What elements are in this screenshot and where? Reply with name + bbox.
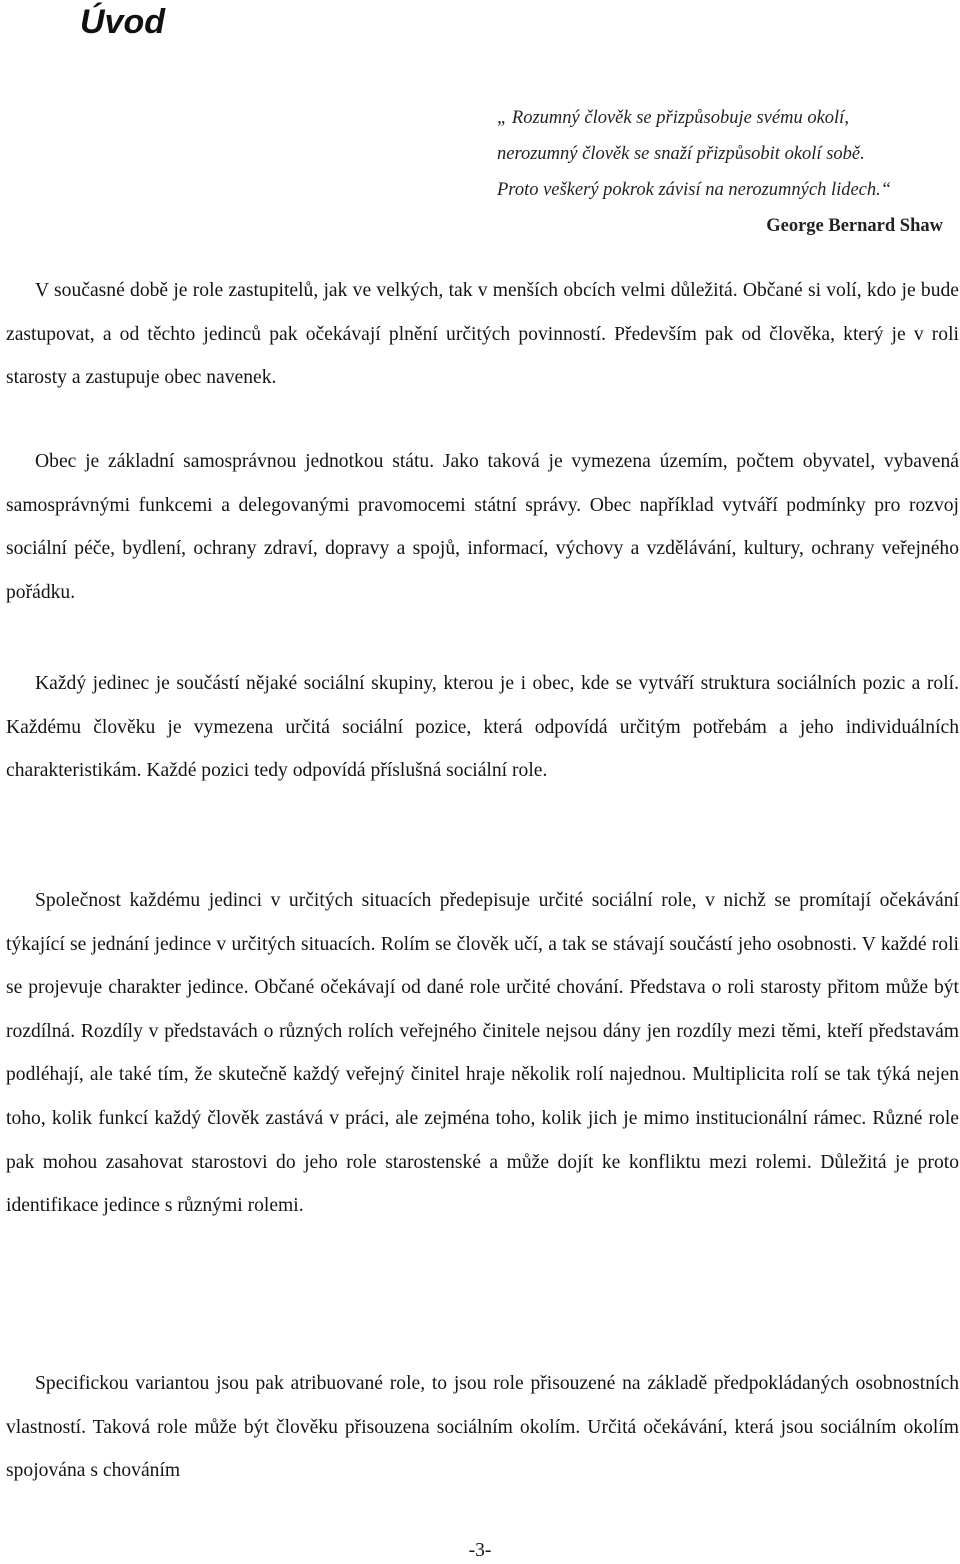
quote-line: nerozumný člověk se snaží přizpůsobit okolí sobě.: [497, 144, 865, 164]
paragraph: Společnost každému jedinci v určitých situacích předepisuje určité sociální role, v nichž se promítají očekávání týkající se jednání jedince v určitých situacích. Rolím se člověk učí, a tak se stávají součástí jeho osobnosti. V každé roli se projevuje charakter jedince. Občané očekávají od dané role určité chování. Představa o roli starosty přitom může být rozdílná. Rozdíly v představách o různých rolích veřejného činitele nejsou dány jen rozdíly mezi těmi, kteří představám podléhají, ale také tím, že skutečně každý veřejný činitel hraje několik rolí najednou. Multiplicita rolí se tak týká nejen toho, kolik funkcí každý člověk zastává v práci, ale zejména toho, kolik jich je mimo institucionální rámec. Různé role pak mohou zasahovat starostovi do jeho role starostenské a může dojít ke konfliktu mezi rolemi. Důležitá je proto identifikace jedince s různými rolemi.: [6, 890, 959, 1217]
paragraph: Specifickou variantou jsou pak atribuované role, to jsou role přisouzené na základě předpokládaných osobnostních vlastností. Taková role může být člověku přisouzena sociálním okolím. Určitá očekávání, která jsou sociálním okolím spojována s chováním: [6, 1373, 959, 1482]
paragraph: Obec je základní samosprávnou jednotkou státu. Jako taková je vymezena územím, počtem obyvatel, vybavená samosprávnými funkcemi a delegovanými pravomocemi státní správy. Obec například vytváří podmínky pro rozvoj sociální péče, bydlení, ochrany zdraví, dopravy a spojů, informací, výchovy a vzdělávání, kultury, ochrany veřejného pořádku.: [6, 451, 959, 603]
quote-line: Proto veškerý pokrok závisí na nerozumných lidech.“: [497, 180, 892, 200]
page-number: -3-: [468, 1540, 492, 1561]
paragraph: V současné době je role zastupitelů, jak ve velkých, tak v menších obcích velmi důležitá. Občané si volí, kdo je bude zastupovat, a od těchto jedinců pak očekávají plnění určitých povinností. Především pak od člověka, který je v roli starosty a zastupuje obec navenek.: [6, 280, 959, 389]
page-title: Úvod: [80, 3, 165, 41]
paragraph: Každý jedinec je součástí nějaké sociální skupiny, kterou je i obec, kde se vytváří struktura sociálních pozic a rolí. Každému člověku je vymezena určitá sociální pozice, která odpovídá určitým potřebám a jeho individuálních charakteristikám. Každé pozici tedy odpovídá příslušná sociální role.: [6, 673, 959, 782]
epigraph-quote: [497, 100, 947, 244]
quote-line: „ Rozumný člověk se přizpůsobuje svému okolí,: [497, 108, 849, 128]
quote-author: George Bernard Shaw: [766, 216, 943, 236]
